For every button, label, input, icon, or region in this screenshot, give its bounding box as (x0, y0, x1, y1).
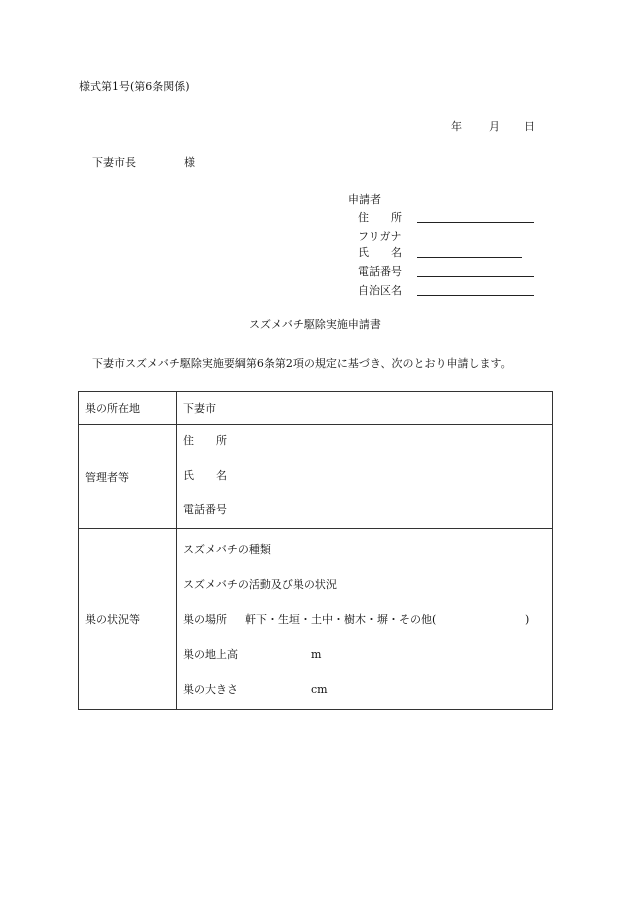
manager-label: 管理者等 (79, 425, 177, 529)
table-row-location (79, 392, 553, 425)
applicant-phone-label: 電話番号 (358, 265, 402, 278)
addressee-name: 下妻市長 (92, 156, 136, 169)
manager-phone-label: 電話番号 (183, 503, 227, 516)
applicant-district-field[interactable] (417, 295, 534, 296)
nest-location-label: 巣の所在地 (79, 392, 177, 425)
application-table (78, 391, 553, 710)
nest-place-options[interactable]: 軒下・生垣・土中・樹木・塀・その他( (245, 613, 437, 626)
nest-location-value[interactable]: 下妻市 (177, 392, 553, 425)
nest-status-label: 巣の状況等 (79, 529, 177, 710)
applicant-phone-field[interactable] (417, 276, 534, 277)
applicant-name-field[interactable] (417, 257, 522, 258)
hornet-activity-label: スズメバチの活動及び巣の状況 (183, 578, 337, 591)
date-month-label: 月 (489, 120, 500, 133)
hornet-species-label: スズメバチの種類 (183, 543, 271, 556)
form-number: 様式第1号(第6条関係) (79, 80, 190, 93)
applicant-district-label: 自治区名 (358, 284, 402, 297)
applicant-address-label: 住 所 (358, 211, 402, 224)
applicant-address-field[interactable] (417, 222, 534, 223)
table-row-manager (79, 425, 553, 529)
nest-place-close-paren: ) (525, 613, 530, 626)
nest-status-cell[interactable] (177, 529, 553, 710)
applicant-furigana-label: フリガナ (358, 230, 402, 243)
document-title: スズメバチ駆除実施申請書 (249, 318, 381, 331)
date-day-label: 日 (524, 120, 535, 133)
nest-size-label: 巣の大きさ (183, 683, 238, 696)
manager-cell[interactable] (177, 425, 553, 529)
addressee-honorific: 様 (184, 156, 195, 169)
manager-address-label: 住 所 (183, 434, 227, 447)
applicant-heading: 申請者 (348, 193, 381, 206)
body-text: 下妻市スズメバチ駆除実施要綱第6条第2項の規定に基づき、次のとおり申請します。 (92, 357, 512, 370)
manager-name-label: 氏 名 (183, 469, 227, 482)
nest-height-unit: m (311, 648, 322, 661)
nest-size-unit: cm (311, 683, 328, 696)
nest-place-label: 巣の場所 (183, 613, 227, 626)
applicant-name-label: 氏 名 (358, 246, 402, 259)
nest-place-row (183, 613, 436, 627)
nest-height-label: 巣の地上高 (183, 648, 238, 661)
date-year-label: 年 (451, 120, 462, 133)
table-row-nest-status (79, 529, 553, 710)
